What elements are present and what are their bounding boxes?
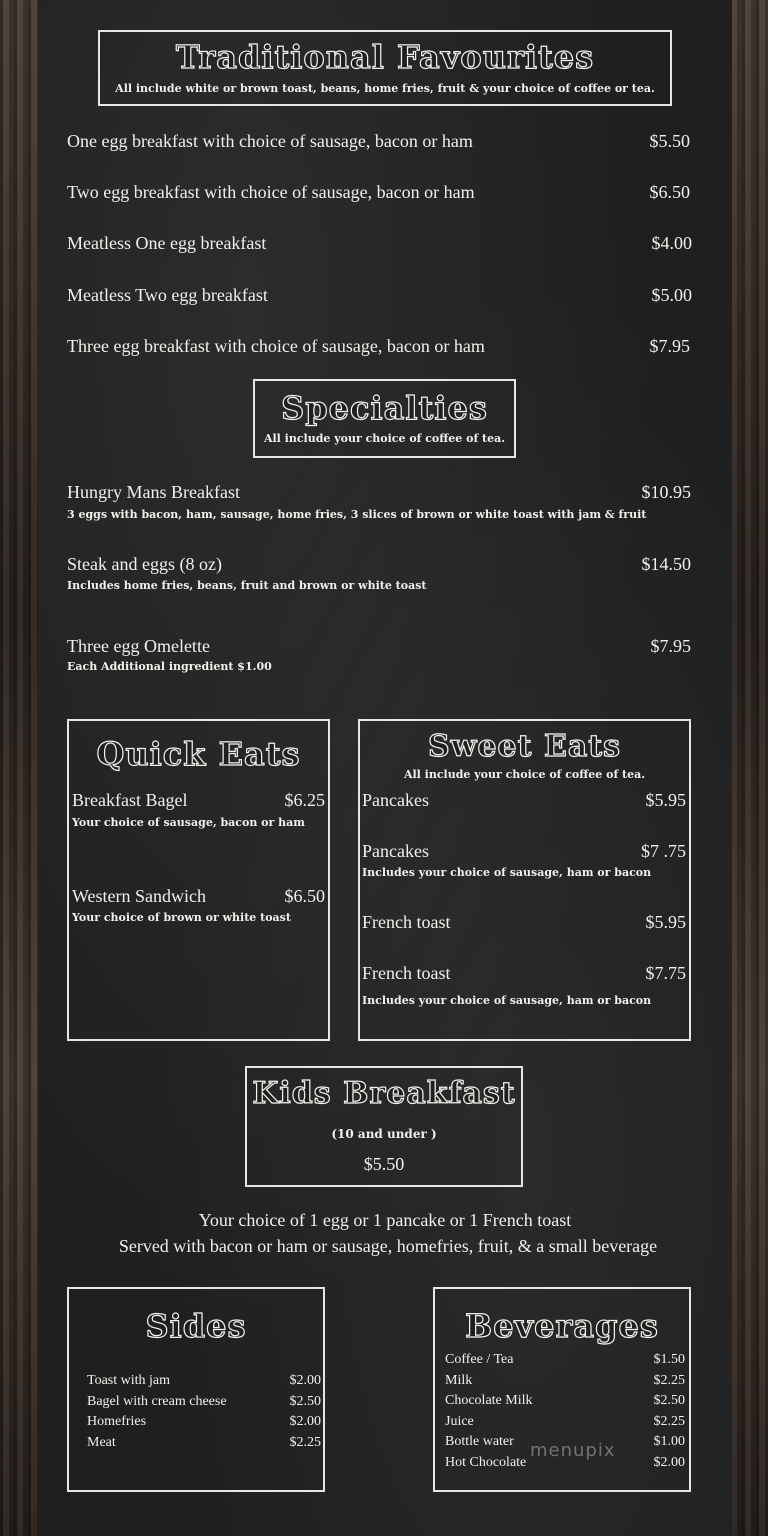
menu-item-price: $2.50 bbox=[653, 1393, 685, 1408]
kids-price: $5.50 bbox=[363, 1154, 405, 1174]
menu-item-name: French toast bbox=[362, 912, 451, 932]
sweet-eats-subtitle: All include your choice of coffee of tea. bbox=[403, 768, 646, 781]
menu-item-price: $2.00 bbox=[653, 1455, 685, 1470]
menu-item-name: Juice bbox=[445, 1414, 474, 1429]
menu-item-name: Meatless One egg breakfast bbox=[67, 233, 267, 253]
menu-item-price: $7.75 bbox=[645, 963, 686, 983]
menupix-watermark: menupix bbox=[530, 1440, 616, 1461]
sides-title: Sides bbox=[145, 1307, 247, 1345]
menu-item-price: $2.25 bbox=[653, 1373, 685, 1388]
specialties-title: Specialties bbox=[281, 389, 488, 427]
menu-item-note: Your choice of brown or white toast bbox=[72, 911, 291, 924]
menu-item-price: $6.50 bbox=[649, 182, 690, 202]
menu-item-price: $6.50 bbox=[284, 886, 325, 906]
menu-item-note: 3 eggs with bacon, ham, sausage, home fries, 3 slices of brown or white toast with jam & fruit bbox=[67, 508, 647, 521]
menu-item-name: Hungry Mans Breakfast bbox=[67, 482, 240, 502]
wood-panel-left bbox=[0, 0, 40, 1536]
quick-eats-box bbox=[67, 719, 330, 1041]
specialties-header-box bbox=[253, 379, 516, 458]
menu-item-price: $2.25 bbox=[289, 1435, 321, 1450]
menu-item-price: $5.50 bbox=[649, 131, 690, 151]
menu-item-name: Steak and eggs (8 oz) bbox=[67, 554, 222, 574]
menu-item-note: Includes your choice of sausage, ham or bacon bbox=[362, 994, 652, 1007]
chalkboard bbox=[38, 0, 732, 1536]
menu-item-price: $1.50 bbox=[653, 1352, 685, 1367]
menu-item-name: French toast bbox=[362, 963, 451, 983]
menu-item-price: $5.95 bbox=[645, 912, 686, 932]
menu-item-price: $5.95 bbox=[645, 790, 686, 810]
menu-item-note: Includes home fries, beans, fruit and brown or white toast bbox=[67, 579, 427, 592]
menu-item-name: Breakfast Bagel bbox=[72, 790, 188, 810]
menu-item-name: Bagel with cream cheese bbox=[87, 1394, 227, 1409]
menu-item-name: Hot Chocolate bbox=[445, 1455, 527, 1470]
menu-item-price: $4.00 bbox=[651, 233, 692, 253]
menu-item-name: Meat bbox=[87, 1435, 116, 1450]
kids-breakfast-box bbox=[245, 1066, 523, 1187]
menu-item-note: Includes your choice of sausage, ham or bacon bbox=[362, 866, 652, 879]
sweet-eats-box bbox=[358, 719, 691, 1041]
menu-item-price: $1.00 bbox=[653, 1434, 685, 1449]
menu-item-price: $7.95 bbox=[649, 336, 690, 356]
menu-item-note: Each Additional ingredient $1.00 bbox=[67, 660, 272, 673]
wood-panel-right bbox=[728, 0, 768, 1536]
menu-item-price: $10.95 bbox=[641, 482, 691, 502]
quick-eats-title: Quick Eats bbox=[96, 735, 301, 773]
sides-box bbox=[67, 1287, 325, 1492]
menu-item-price: $6.25 bbox=[284, 790, 325, 810]
sweet-eats-title: Sweet Eats bbox=[427, 729, 622, 764]
beverages-title: Beverages bbox=[465, 1307, 659, 1345]
menu-item-name: Three egg Omelette bbox=[67, 636, 210, 656]
menu-item-name: Bottle water bbox=[445, 1434, 514, 1449]
menu-item-name: Western Sandwich bbox=[72, 886, 207, 906]
traditional-title: Traditional Favourites bbox=[175, 38, 595, 76]
menu-item-name: Meatless Two egg breakfast bbox=[67, 285, 268, 305]
menu-item-price: $2.00 bbox=[289, 1414, 321, 1429]
menu-item-note: Your choice of sausage, bacon or ham bbox=[72, 816, 305, 829]
menu-item-name: Three egg breakfast with choice of sausage, bacon or ham bbox=[67, 336, 485, 356]
traditional-header-box bbox=[98, 30, 672, 106]
menu-item-name: Coffee / Tea bbox=[445, 1352, 514, 1367]
menu-item-price: $2.50 bbox=[289, 1394, 321, 1409]
menu-item-price: $5.00 bbox=[651, 285, 692, 305]
menu-item-name: Homefries bbox=[87, 1414, 147, 1429]
menu-item-price: $7.95 bbox=[650, 636, 691, 656]
menu-item-price: $2.00 bbox=[289, 1373, 321, 1388]
menu-item-name: Pancakes bbox=[362, 790, 429, 810]
menu-item-name: Two egg breakfast with choice of sausage, bacon or ham bbox=[67, 182, 475, 202]
menu-item-name: Toast with jam bbox=[87, 1373, 171, 1388]
beverages-box bbox=[433, 1287, 691, 1492]
menu-item-price: $14.50 bbox=[641, 554, 691, 574]
menu-item-price: $2.25 bbox=[653, 1414, 685, 1429]
traditional-subtitle: All include white or brown toast, beans, home fries, fruit & your choice of coffee or tea. bbox=[115, 82, 655, 95]
menu-item-price: $7 .75 bbox=[641, 841, 686, 861]
kids-description-line1: Your choice of 1 egg or 1 pancake or 1 French toast bbox=[198, 1210, 572, 1230]
menu-item-name: Pancakes bbox=[362, 841, 429, 861]
menu-item-name: Milk bbox=[445, 1373, 473, 1388]
kids-breakfast-title: Kids Breakfast bbox=[252, 1076, 516, 1111]
specialties-subtitle: All include your choice of coffee of tea. bbox=[263, 432, 506, 445]
menu-item-name: Chocolate Milk bbox=[445, 1393, 533, 1408]
menu-item-name: One egg breakfast with choice of sausage, bacon or ham bbox=[67, 131, 473, 151]
kids-age-label: (10 and under ) bbox=[331, 1127, 437, 1141]
kids-description-line2: Served with bacon or ham or sausage, homefries, fruit, & a small beverage bbox=[118, 1236, 658, 1256]
